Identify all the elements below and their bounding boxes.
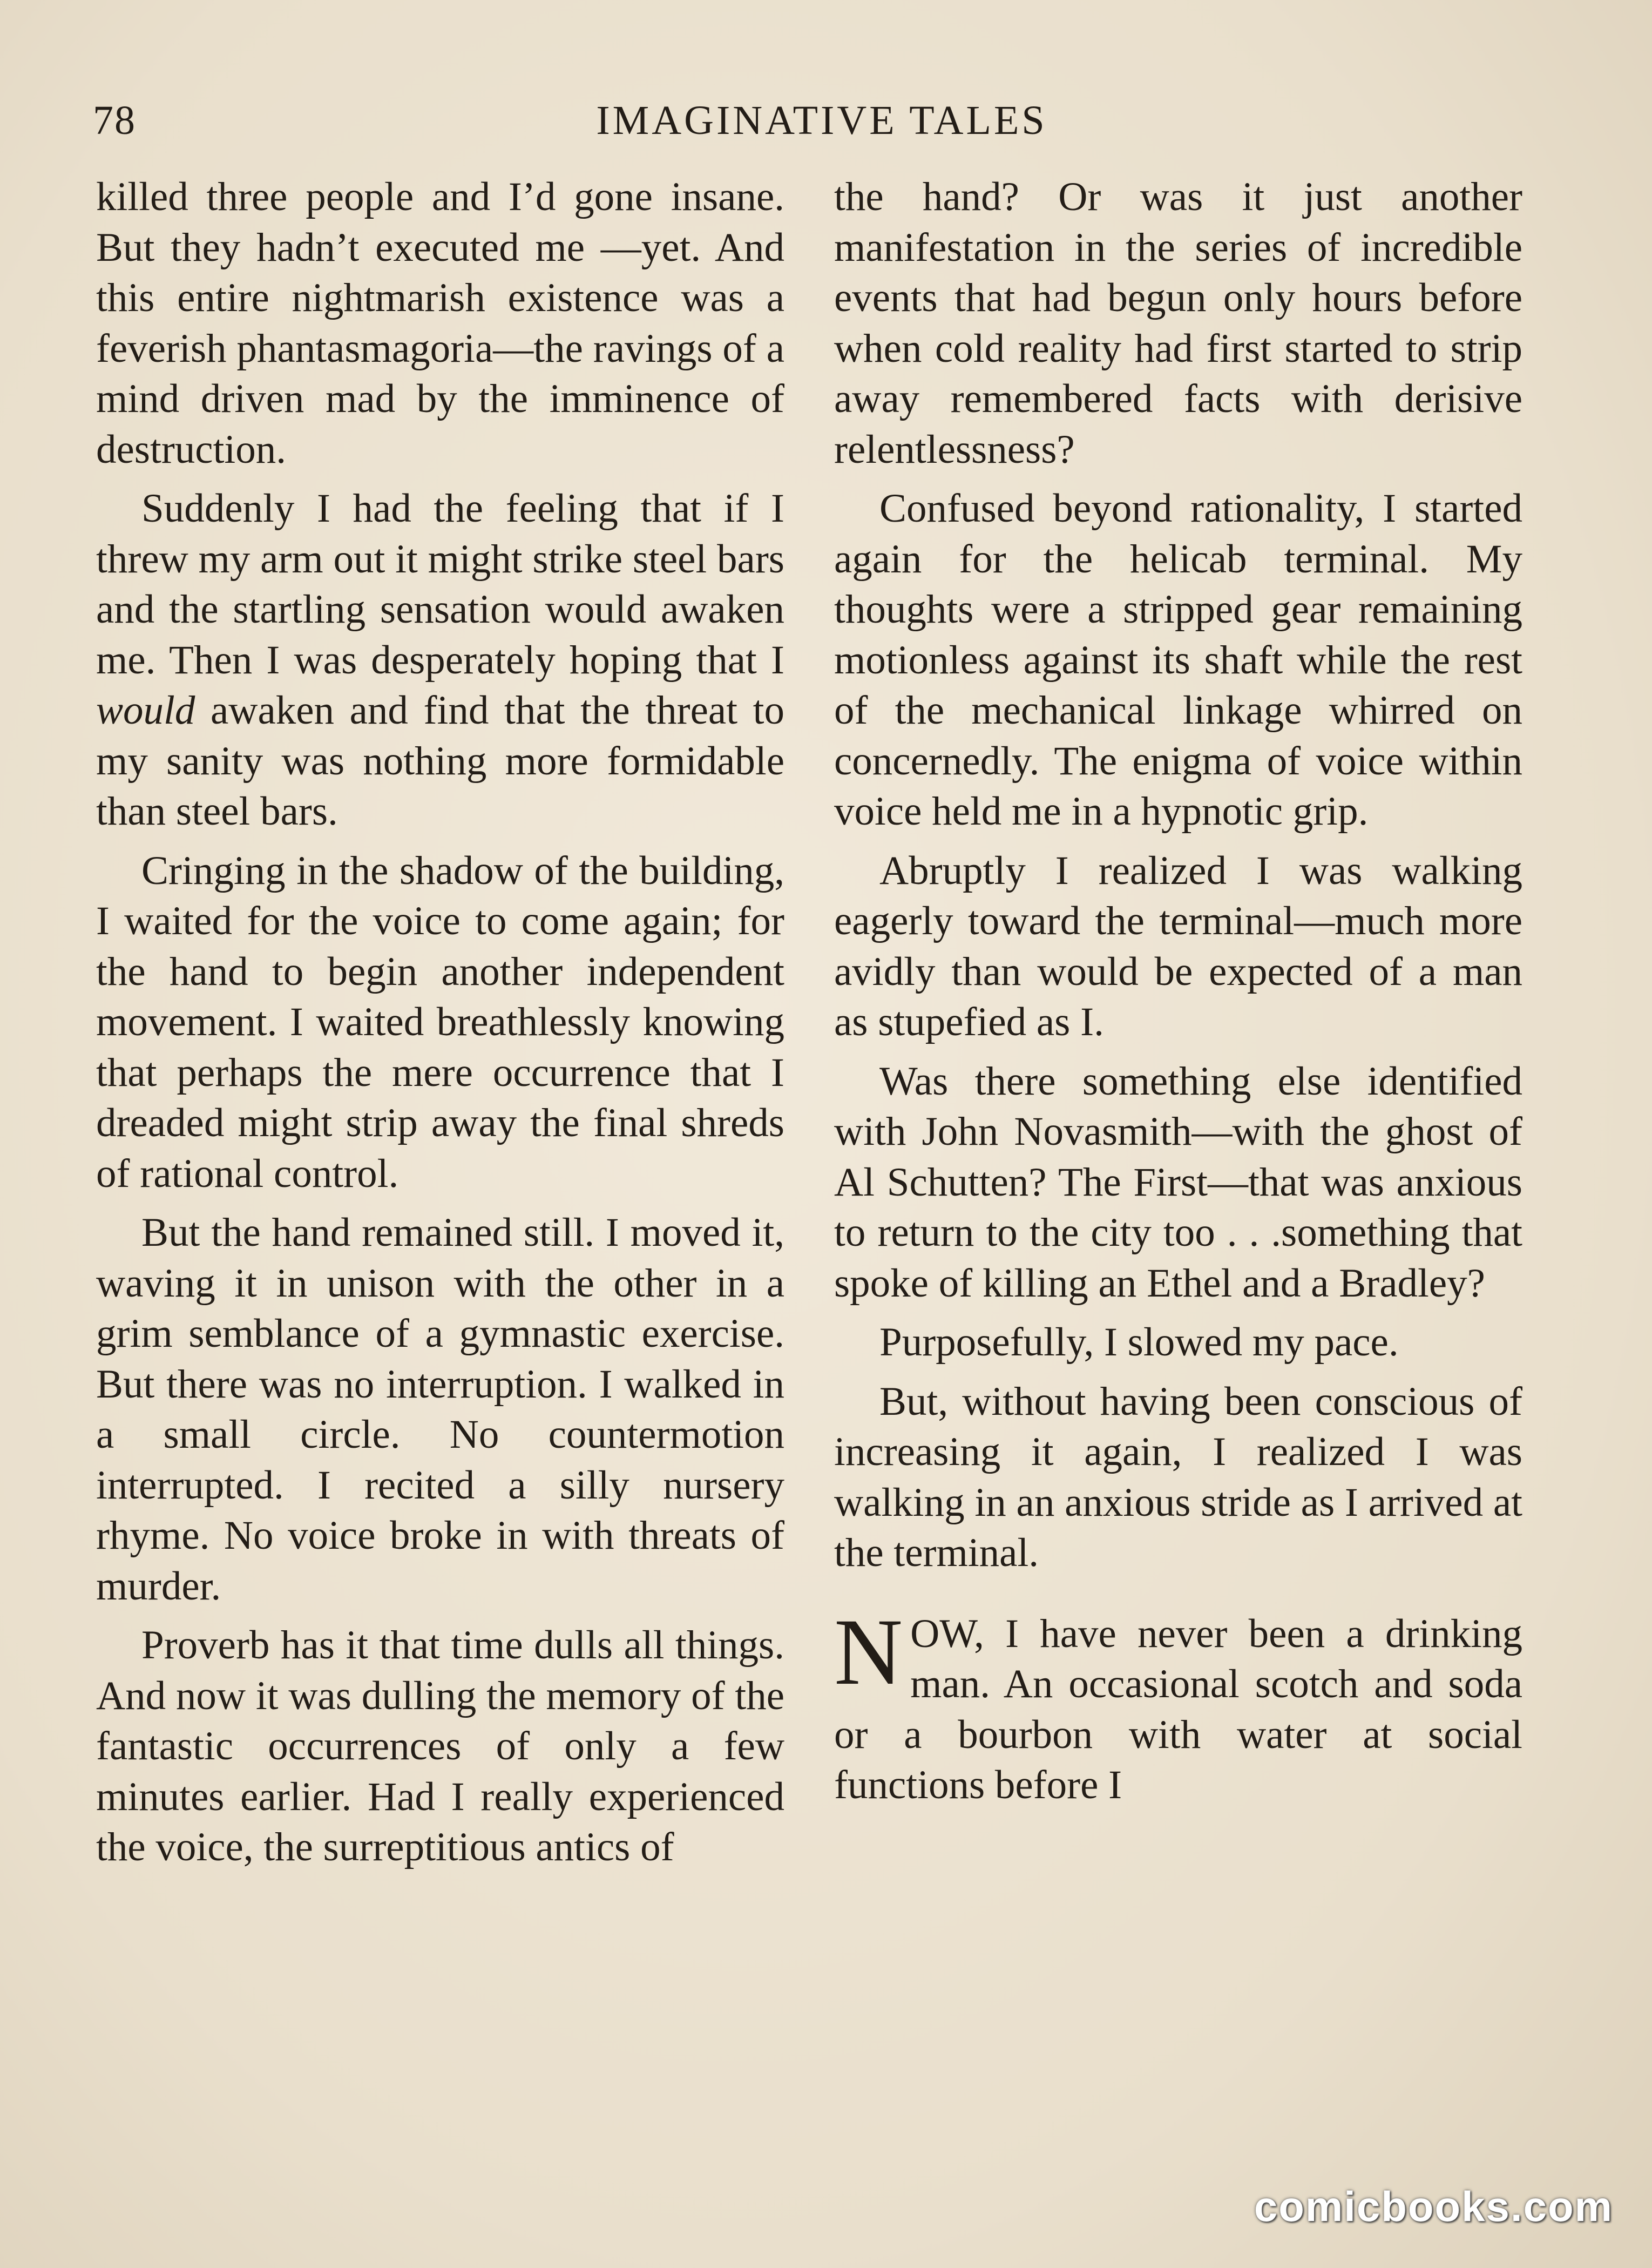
paragraph: Proverb has it that time dulls all things. And now it was dulling the memory of the fantastic occurrences of only a few minutes earlier. Had I really experienced the voice, the surreptitious antics of xyxy=(96,1623,784,1869)
left-column xyxy=(96,172,784,1881)
paragraph: Was there something else identified with John Novasmith—with the ghost of Al Schutten? The First—that was anxious to return to the city too . . .something that spoke of killing an Ethel and a Bradley? xyxy=(834,1058,1522,1306)
paragraph: Abruptly I realized I was walking eagerly toward the terminal—much more avidly than would be expected of a man as stupefied as I. xyxy=(834,848,1522,1044)
paragraph: Purposefully, I slowed my pace. xyxy=(879,1320,1399,1365)
paragraph: killed three people and I’d gone insane. But they hadn’t executed me —yet. And this entire nightmarish existence was a feverish phantasmagoria—the ravings of a mind driven mad by the imminence of destruction. xyxy=(96,174,784,472)
paragraph: Cringing in the shadow of the building, I waited for the voice to come again; for the hand to begin another independent movement. I waited breathlessly knowing that perhaps the mere occurrence that I dreaded might strip away the final shreds of rational control. xyxy=(96,848,784,1196)
page-header xyxy=(93,97,1551,157)
watermark-logo: comicbooks.com xyxy=(1254,2183,1613,2230)
paragraph-text: OW, I have never been a drinking man. An occasional scotch and soda or a bourbon with water at social functions before I xyxy=(834,1611,1522,1807)
paragraph-text: awaken and find that the threat to my sanity was nothing more formidable than steel bars. xyxy=(96,688,784,834)
paragraph: But the hand remained still. I moved it, waving it in unison with the other in a grim semblance of a gymnastic exercise. But there was no interruption. I walked in a small circle. No countermotion interrupted. I recited a silly nursery rhyme. No voice broke in with threats of murder. xyxy=(96,1210,784,1609)
paragraph: But, without having been conscious of increasing it again, I realized I was walking in an anxious stride as I arrived at the terminal. xyxy=(834,1379,1522,1575)
emphasized-word: would xyxy=(96,688,195,733)
drop-cap: N xyxy=(834,1599,903,1705)
paragraph xyxy=(96,483,784,837)
right-column xyxy=(834,172,1522,1819)
paragraph: Confused beyond rationality, I started again for the helicab terminal. My thoughts were a stripped gear remaining motionless against its shaft while the rest of the mechanical linkage whirred on concernedly. The enigma of voice within voice held me in a hypnotic grip. xyxy=(834,486,1522,834)
paragraph: the hand? Or was it just another manifestation in the series of incredible events that had begun only hours before when cold reality had first started to strip away remembered facts with derisive relentlessness? xyxy=(834,174,1522,472)
section-start-paragraph xyxy=(834,1599,1522,1811)
running-title: IMAGINATIVE TALES xyxy=(596,98,1047,143)
paragraph-text: Suddenly I had the feeling that if I threw my arm out it might strike steel bars and the startling sensation would awaken me. Then I was desperately hoping that I xyxy=(96,486,784,683)
page-number: 78 xyxy=(93,98,136,143)
